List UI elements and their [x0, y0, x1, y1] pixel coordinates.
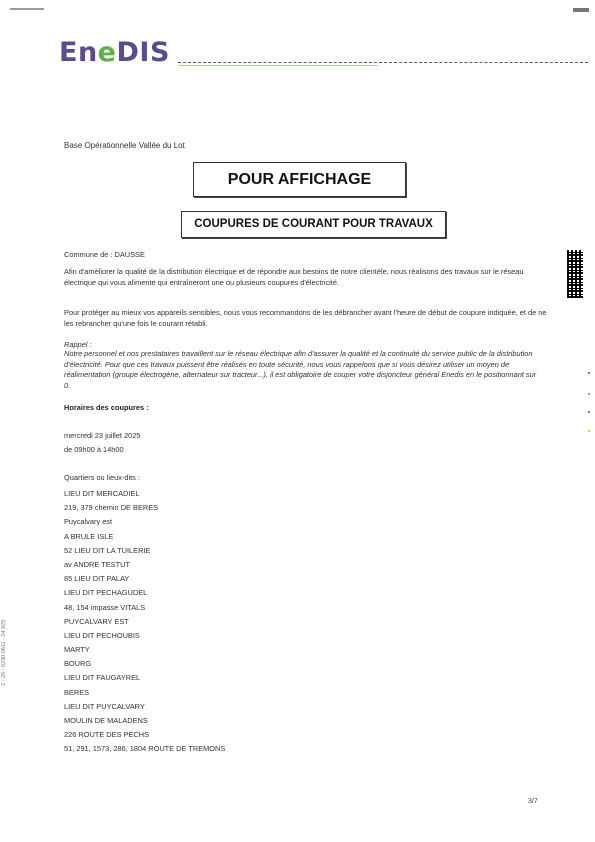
list-item: MOULIN DE MALADENS [64, 716, 148, 725]
intro-paragraph: Afin d'améliorer la qualité de la distribution électrique et de répondre aux besoins de notre clientèle, nous réalisons des travaux sur le réseau électrique qui vous alimente qui entraîneront une ou plusieurs coupures d'électricité. [64, 267, 524, 287]
list-item: BOURG [64, 659, 92, 669]
scan-color-dot [588, 372, 590, 374]
coupure-date: mercredi 23 juillet 2025 [64, 431, 141, 440]
protection-paragraph: Pour protéger au mieux vos appareils sensibles, nous vous recommandons de les débrancher avant l'heure de début de coupure indiquée, et de ne les rebrancher qu'une fois le courant rétabli. [64, 308, 547, 328]
scan-color-dot [588, 393, 590, 395]
subtitle-box: COUPURES DE COURANT POUR TRAVAUX [181, 211, 446, 238]
coupure-time: de 09h00 à 14h00 [64, 445, 124, 454]
margin-note: 2 - 25 - 6230 0811 - 24 925 [1, 619, 7, 686]
list-item: PUYCALVARY EST [64, 616, 129, 626]
list-item: LIEU DIT MERCADIEL [64, 489, 140, 498]
scan-color-dot [588, 411, 590, 413]
list-item: LIEU DIT FAUGAYREL [64, 673, 141, 683]
list-item: LIEU DIT PECHAGUDEL [64, 588, 148, 598]
rappel-paragraph: Notre personnel et nos prestataires travaillent sur le réseau électrique afin d'assurer la qualité et la continuité du service public de la distribution d'électricité. Pour que ces travaux puissent être réalisés en toute sécurité, nous vous rappelons que si vous désirez utiliser un moyen de réalimentation (groupe électrogène, alternateur sur tracteur...), il est obligatoire de couper votre disjoncteur général Enedis en le positionnant sur 0. [64, 349, 537, 391]
quartiers-heading: Quartiers ou lieux-dits : [64, 473, 140, 482]
list-item: Puycalvary est [64, 517, 113, 527]
enedis-logo: EneDIS [59, 37, 170, 68]
list-item: MARTY [64, 645, 90, 655]
list-item: 219, 379 chemin DE BERES [64, 503, 159, 513]
rappel-heading: Rappel : [64, 340, 92, 349]
list-item: 48, 154 impasse VITALS [64, 602, 146, 612]
horaires-heading: Horaires des coupures : [64, 403, 149, 412]
list-item: 85 LIEU DIT PALAY [64, 574, 130, 584]
page-number: 3/7 [528, 798, 538, 805]
list-item: av ANDRE TESTUT [64, 559, 130, 569]
places-list [64, 487, 225, 757]
scan-color-dot [588, 430, 590, 432]
list-item: 51, 291, 1573, 286, 1804 ROUTE DE TREMONS [64, 744, 226, 754]
list-item: BERES [64, 687, 90, 697]
list-item: A BRULE ISLE [64, 531, 114, 541]
list-item: 226 ROUTE DES PECHS [64, 730, 150, 740]
header-divider-accent [178, 65, 378, 66]
list-item: LIEU DIT PUYCALVARY [64, 701, 145, 711]
title-box: POUR AFFICHAGE [193, 162, 406, 197]
base-operationnelle: Base Opérationnelle Vallée du Lot [64, 141, 185, 150]
scan-mark [10, 8, 44, 10]
list-item: LIEU DIT PECHOUBIS [64, 630, 140, 640]
list-item: 52 LIEU DIT LA TUILERIE [64, 545, 151, 555]
header-divider [178, 62, 588, 63]
scan-mark [573, 8, 589, 12]
qr-code-icon [567, 250, 583, 298]
commune-line: Commune de : DAUSSE [64, 250, 145, 259]
